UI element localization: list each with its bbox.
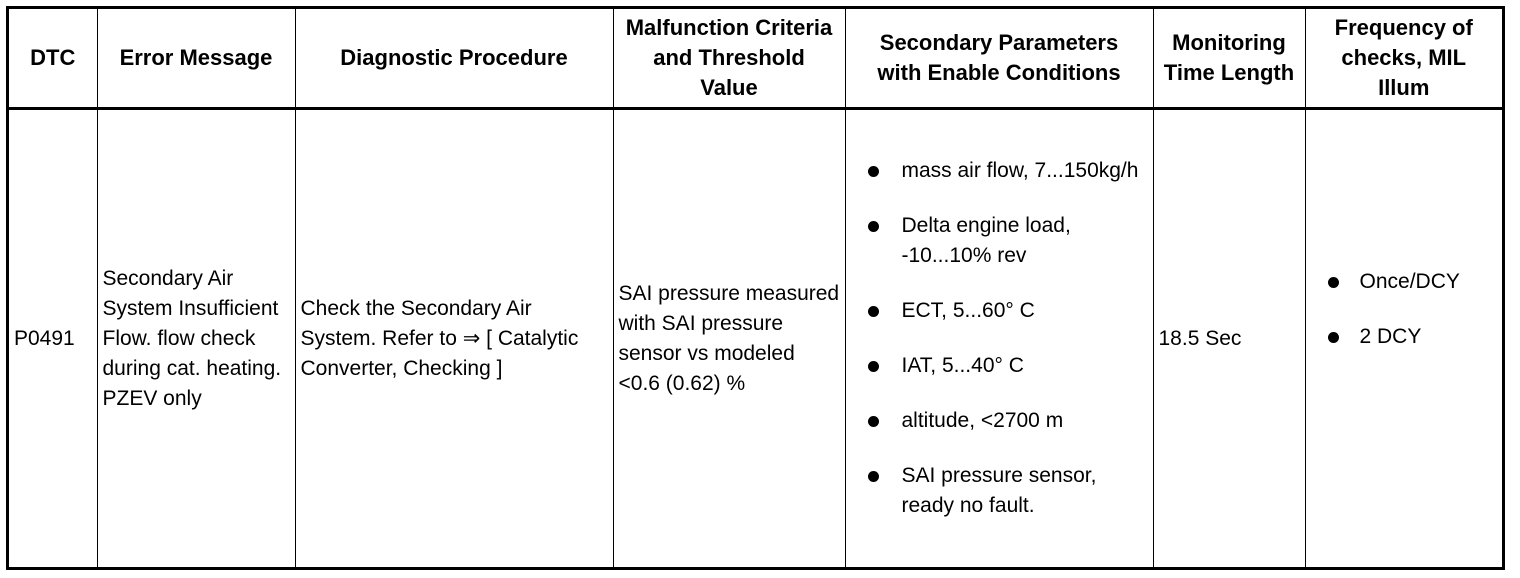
header-malfunction-criteria: Malfunction Criteria and Threshold Value <box>613 9 845 109</box>
table-row <box>9 109 1502 568</box>
header-error-message: Error Message <box>97 9 295 109</box>
list-item: SAI pressure sensor, ready no fault. <box>868 461 1149 521</box>
header-secondary-parameters: Secondary Parameters with Enable Conditions <box>845 9 1153 109</box>
cell-diagnostic-procedure: Check the Secondary Air System. Refer to ⇒ [ Catalytic Converter, Checking ] <box>295 109 613 568</box>
secondary-parameters-list <box>846 156 1149 521</box>
list-item: IAT, 5...40° C <box>868 351 1149 381</box>
cell-dtc: P0491 <box>9 109 97 568</box>
list-item: mass air flow, 7...150kg/h <box>868 156 1149 186</box>
header-frequency: Frequency of checks, MIL Illum <box>1305 9 1502 109</box>
cell-frequency <box>1305 109 1502 568</box>
list-item: altitude, <2700 m <box>868 406 1149 436</box>
header-row <box>9 9 1502 109</box>
diagnostic-table-frame <box>6 6 1505 570</box>
list-item: 2 DCY <box>1328 322 1499 352</box>
list-item: ECT, 5...60° C <box>868 296 1149 326</box>
header-dtc: DTC <box>9 9 97 109</box>
header-diagnostic-procedure: Diagnostic Procedure <box>295 9 613 109</box>
header-monitoring-time: Monitoring Time Length <box>1153 9 1305 109</box>
cell-malfunction-criteria: SAI pressure measured with SAI pressure sensor vs modeled <0.6 (0.62) % <box>613 109 845 568</box>
cell-secondary-parameters <box>845 109 1153 568</box>
cell-monitoring-time: 18.5 Sec <box>1153 109 1305 568</box>
list-item: Delta engine load, -10...10% rev <box>868 211 1149 271</box>
list-item: Once/DCY <box>1328 267 1499 297</box>
diagnostic-table <box>9 9 1502 567</box>
cell-error-message: Secondary Air System Insufficient Flow. flow check during cat. heating. PZEV only <box>97 109 295 568</box>
frequency-list <box>1306 267 1499 352</box>
